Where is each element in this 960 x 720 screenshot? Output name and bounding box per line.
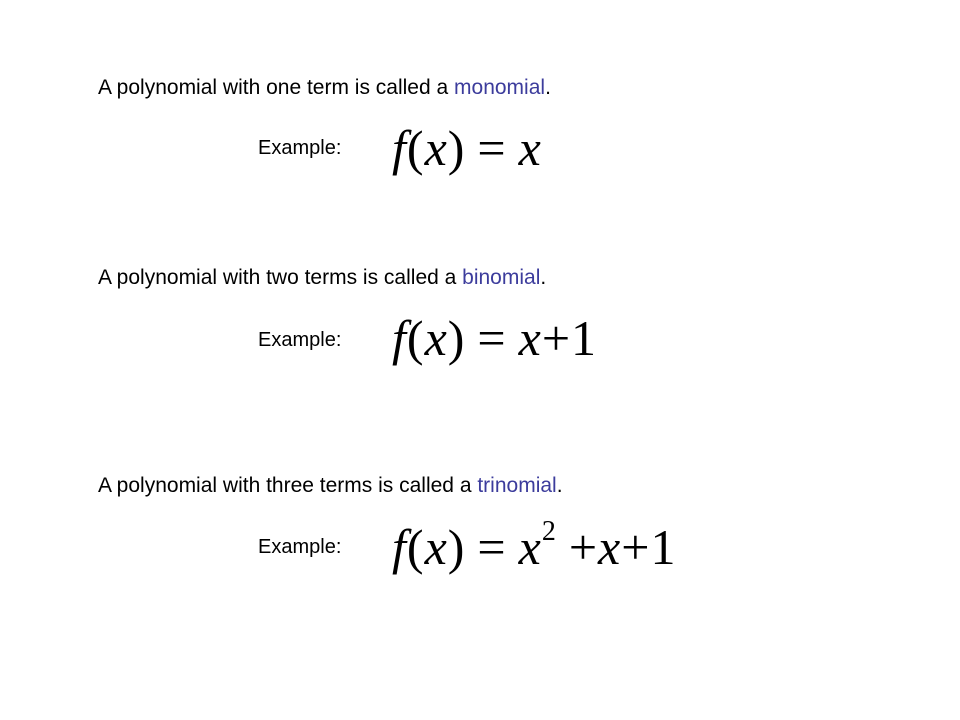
trinomial-formula <box>392 517 676 577</box>
plus-sign: + <box>621 519 651 575</box>
close-paren: ) <box>447 120 466 176</box>
open-paren: ( <box>406 120 425 176</box>
open-paren: ( <box>406 310 425 366</box>
open-paren: ( <box>406 519 425 575</box>
definition-suffix: . <box>545 76 551 99</box>
definition-suffix: . <box>540 266 547 289</box>
term-binomial: binomial <box>462 266 541 289</box>
term-x: x <box>598 519 622 575</box>
argument: x <box>424 519 448 575</box>
monomial-formula <box>392 118 542 178</box>
constant-one: 1 <box>650 519 677 575</box>
term-trinomial: trinomial <box>477 474 557 497</box>
monomial-definition <box>98 75 551 101</box>
example-label: Example: <box>258 536 342 558</box>
example-label: Example: <box>258 329 342 351</box>
definition-prefix: A polynomial with one term is called a <box>98 76 455 99</box>
equals-sign: = <box>477 519 507 575</box>
binomial-definition <box>98 265 546 291</box>
argument: x <box>424 310 448 366</box>
term-x: x <box>518 310 542 366</box>
definition-suffix: . <box>556 474 563 497</box>
constant-one: 1 <box>571 310 598 366</box>
function-name: f <box>392 519 407 575</box>
plus-sign: + <box>541 310 572 366</box>
definition-prefix: A polynomial with two terms is called a <box>98 266 463 289</box>
function-name: f <box>392 310 407 366</box>
term-x-squared: x <box>518 519 542 575</box>
equals-sign: = <box>477 120 507 176</box>
definition-prefix: A polynomial with three terms is called a <box>98 474 478 497</box>
exponent-two: 2 <box>541 516 557 547</box>
close-paren: ) <box>447 519 466 575</box>
example-label: Example: <box>258 137 342 159</box>
trinomial-definition <box>98 473 563 499</box>
term-x: x <box>518 120 542 176</box>
equals-sign: = <box>477 310 507 366</box>
binomial-formula <box>392 308 597 368</box>
function-name: f <box>392 120 407 176</box>
argument: x <box>424 120 448 176</box>
term-monomial: monomial <box>454 76 546 99</box>
close-paren: ) <box>447 310 466 366</box>
plus-sign: + <box>568 519 599 575</box>
